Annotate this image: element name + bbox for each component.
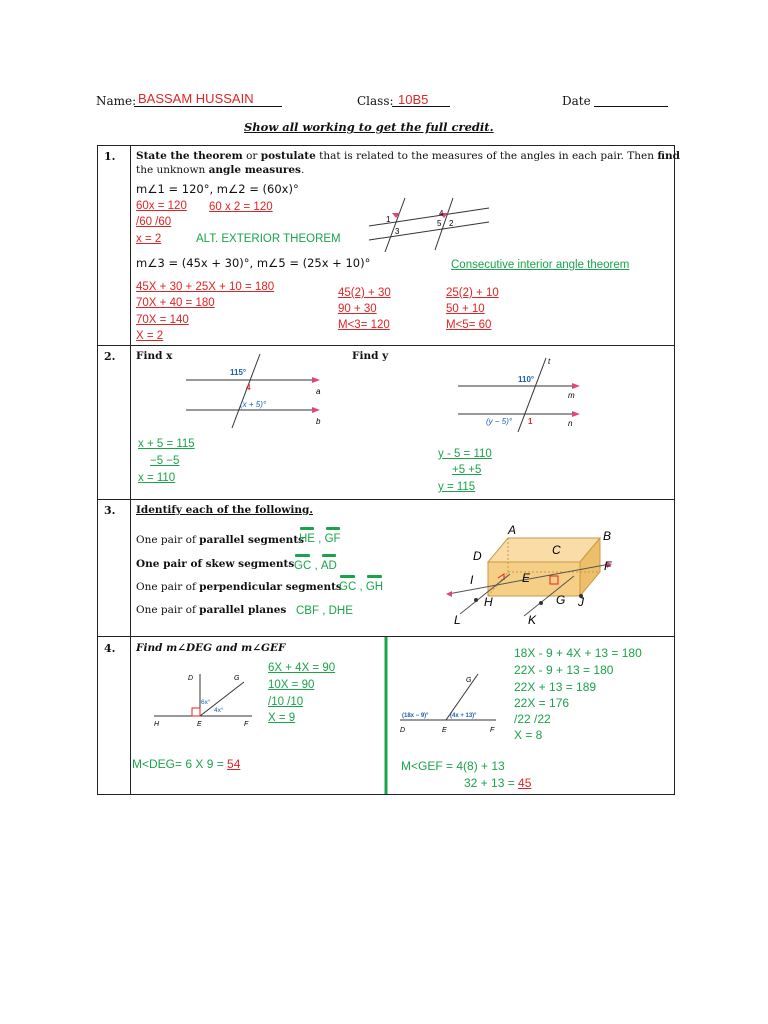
q3-answer-perpendicular-segments: GC , GH xyxy=(339,581,384,593)
q4-gef-line-2: 32 + 13 = 45 xyxy=(464,776,532,790)
q3-box-F: F xyxy=(604,559,612,573)
q1-prompt-line2: the unknown angle measures. xyxy=(136,164,305,176)
q2-find-y: Find y xyxy=(352,350,389,362)
q4-gef-line-1: M<GEF = 4(8) + 13 xyxy=(401,759,505,773)
q1-a-4: X = 2 xyxy=(136,330,164,342)
q3-box-K: K xyxy=(528,613,537,627)
q1-fig-label-5: 5 xyxy=(437,219,442,228)
instruction: Show all working to get the full credit. xyxy=(244,120,494,134)
q2-fig-m: m xyxy=(568,391,575,400)
q3-answer-parallel-segments: HE , GF xyxy=(299,533,341,545)
q3-title: Identify each of the following. xyxy=(136,504,314,516)
q2-x-3: x = 110 xyxy=(138,472,176,484)
q2-fig-expr-y: (y − 5)° xyxy=(486,417,513,426)
q3-box-G: G xyxy=(556,593,566,607)
q2-number: 2. xyxy=(104,350,116,363)
q2-y-2: +5 +5 xyxy=(452,464,482,476)
q1-b-3: M<3= 120 xyxy=(338,319,390,331)
q4-right-2: 22X - 9 + 13 = 180 xyxy=(514,663,614,677)
q1-c-3: M<5= 60 xyxy=(446,319,492,331)
q4-figure-right xyxy=(396,670,500,742)
q2-y-1: y - 5 = 110 xyxy=(438,448,492,460)
q4-number: 4. xyxy=(104,642,116,655)
q2-fig-a: a xyxy=(316,387,321,396)
q2-fig-angle-115: 115° xyxy=(230,368,247,377)
q1-number: 1. xyxy=(104,150,116,163)
q2-fig-b: b xyxy=(316,417,321,426)
q3-answer-parallel-planes: CBF , DHE xyxy=(296,605,353,617)
q1-fig-label-4: 4 xyxy=(439,209,444,218)
q3-row-skew-segments: One pair of skew segments xyxy=(136,558,295,570)
q2-fig-n: n xyxy=(568,419,573,428)
name-label: Name: xyxy=(96,94,137,108)
name-value: BASSAM HUSSAIN xyxy=(138,91,254,106)
q3-row-parallel-segments: One pair of parallel segments xyxy=(136,534,305,546)
q1-given-2: m∠3 = (45x + 30)°, m∠5 = (25x + 10)° xyxy=(136,256,371,270)
q1-prompt-line1: State the theorem or postulate that is related to the measures of the angles in each pair. Then find xyxy=(136,150,680,162)
q1-c-1: 25(2) + 10 xyxy=(446,287,499,299)
q1-theorem-1: ALT. EXTERIOR THEOREM xyxy=(196,233,341,245)
q4-fig2-D: D xyxy=(400,727,406,734)
q4-fig1-H: H xyxy=(154,721,160,728)
q2-figure-x xyxy=(184,352,329,430)
q4-fig2-angle-2: (4x + 13)° xyxy=(450,713,477,719)
q3-box-E: E xyxy=(522,571,531,585)
q1-fig-label-3: 3 xyxy=(395,227,400,236)
q3-box-B: B xyxy=(603,529,612,543)
q4-figure-left xyxy=(148,668,260,732)
q4-fig2-G: G xyxy=(466,677,472,684)
q4-right-1: 18X - 9 + 4X + 13 = 180 xyxy=(514,646,642,660)
q4-right-5: /22 /22 xyxy=(514,712,551,726)
q4-fig1-D: D xyxy=(188,675,194,682)
q4-right-4: 22X = 176 xyxy=(514,696,570,710)
q1-fig-label-1: 1 xyxy=(386,215,391,224)
class-label: Class: xyxy=(357,94,394,108)
q2-figure-y xyxy=(456,356,586,432)
q4-left-4: X = 9 xyxy=(268,712,296,724)
q1-work-1: 60x = 120 xyxy=(136,200,187,212)
q1-b-2: 90 + 30 xyxy=(338,303,377,315)
q4-left-1: 6X + 4X = 90 xyxy=(268,662,336,674)
q2-fig-label-1: 1 xyxy=(528,417,533,426)
q4-fig2-angle-1: (18x − 9)° xyxy=(402,713,429,719)
q4-right-6: X = 8 xyxy=(514,728,543,742)
q1-fig-label-2: 2 xyxy=(449,219,454,228)
q4-deg-result: M<DEG= 6 X 9 = 54 xyxy=(132,757,241,771)
q4-fig1-E: E xyxy=(197,721,202,728)
q3-box-H: H xyxy=(484,595,493,609)
q3-box-D: D xyxy=(473,549,482,563)
q4-fig1-angle-6x: 6x° xyxy=(201,699,211,706)
class-value: 10B5 xyxy=(398,92,429,107)
q3-answer-skew-segments: GC , AD xyxy=(294,560,337,572)
q4-right-3: 22X + 13 = 189 xyxy=(514,680,597,694)
q3-box-J: J xyxy=(578,595,584,609)
q2-find-x: Find x xyxy=(136,350,173,362)
q1-given-1: m∠1 = 120°, m∠2 = (60x)° xyxy=(136,182,299,196)
q4-fig1-F: F xyxy=(244,721,249,728)
q3-row-parallel-planes: One pair of parallel planes xyxy=(136,604,287,616)
q1-a-2: 70X + 40 = 180 xyxy=(136,297,215,309)
q1-parallel-figure xyxy=(365,196,505,254)
q3-box-figure xyxy=(440,522,620,628)
q1-work-2: 60 x 2 = 120 xyxy=(209,201,273,213)
q3-row-perpendicular-segments: One pair of perpendicular segments xyxy=(136,581,342,593)
q1-c-2: 50 + 10 xyxy=(446,303,485,315)
q4-fig1-angle-4x: 4x° xyxy=(214,707,224,714)
q4-fig2-F: F xyxy=(490,727,495,734)
q4-fig1-G: G xyxy=(234,675,240,682)
date-label: Date xyxy=(562,94,591,108)
q2-x-1: x + 5 = 115 xyxy=(138,438,195,450)
q4-left-3: /10 /10 xyxy=(268,696,304,708)
q3-number: 3. xyxy=(104,504,116,517)
q3-box-L: L xyxy=(454,613,461,627)
q1-a-1: 45X + 30 + 25X + 10 = 180 xyxy=(136,281,275,293)
q2-fig-t: t xyxy=(548,357,551,366)
q2-x-2: −5 −5 xyxy=(150,455,180,467)
q4-left-2: 10X = 90 xyxy=(268,679,315,691)
q4-fig2-E: E xyxy=(442,727,447,734)
q3-box-A: A xyxy=(508,523,517,537)
q2-fig-expr-x: (x + 5)° xyxy=(240,400,267,409)
q1-theorem-2: Consecutive interior angle theorem xyxy=(451,259,630,271)
q1-work-3: /60 /60 xyxy=(136,216,172,228)
q2-fig-angle-110: 110° xyxy=(518,375,535,384)
q2-y-3: y = 115 xyxy=(438,481,476,493)
q3-box-I: I xyxy=(470,573,474,587)
q1-a-3: 70X = 140 xyxy=(136,314,189,326)
q3-box-C: C xyxy=(552,543,561,557)
q1-b-1: 45(2) + 30 xyxy=(338,287,391,299)
q1-work-4: x = 2 xyxy=(136,233,162,245)
q4-title: Find m∠DEG and m∠GEF xyxy=(136,642,286,654)
q2-fig-label-4: 4 xyxy=(246,383,251,392)
